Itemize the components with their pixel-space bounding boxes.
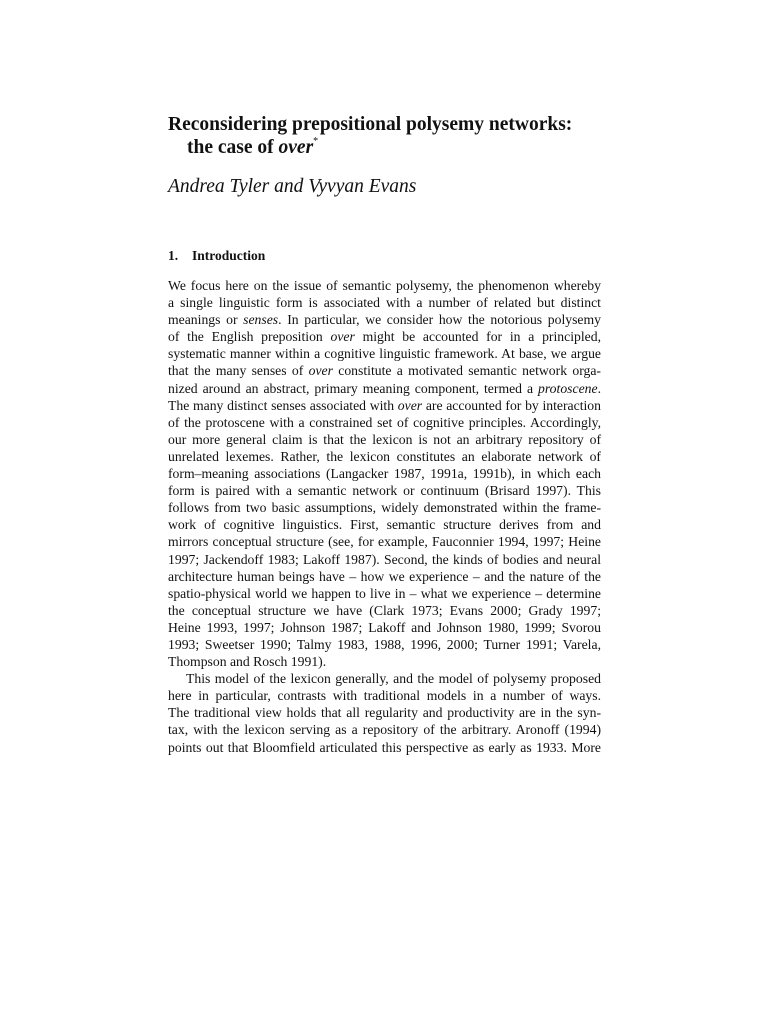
text-line: the conceptual structure we have (Clark 1973; Evans 2000; Grady 1997;	[168, 602, 601, 618]
emphasis: over	[330, 329, 355, 345]
text-line: tax, with the lexicon serving as a repository of the arbitrary. Aronoff (1994)	[168, 722, 601, 738]
text-line: our more general claim is that the lexicon is not an arbitrary repository of	[168, 431, 601, 447]
section-heading	[168, 247, 265, 265]
paragraph-2	[168, 670, 601, 755]
text-line: nized around an abstract, primary meaning component, termed a protoscene.	[168, 380, 601, 396]
text-line: The many distinct senses associated with over are accounted for by interaction	[168, 397, 601, 413]
text-line: of the protoscene with a constrained set of cognitive principles. Accordingly,	[168, 414, 601, 430]
text-line: here in particular, contrasts with traditional models in a number of ways.	[168, 688, 601, 704]
text-line: follows from two basic assumptions, widely demonstrated within the frame-	[168, 500, 601, 516]
text-line: spatio-physical world we happen to live in – what we experience – determine	[168, 585, 601, 601]
text-line: systematic manner within a cognitive linguistic framework. At base, we argue	[168, 346, 601, 362]
article-title	[168, 113, 608, 159]
text-line: The traditional view holds that all regularity and productivity are in the syn-	[168, 705, 601, 721]
text-line: Heine 1993, 1997; Johnson 1987; Lakoff and Johnson 1980, 1999; Svorou	[168, 619, 601, 635]
text-line: unrelated lexemes. Rather, the lexicon constitutes an elaborate network of	[168, 448, 601, 464]
text-line: of the English preposition over might be accounted for in a principled,	[168, 329, 601, 345]
text-line: mirrors conceptual structure (see, for example, Fauconnier 1994, 1997; Heine	[168, 534, 601, 550]
paragraph-1	[168, 277, 601, 670]
emphasis: over	[397, 397, 423, 413]
text-line: architecture human beings have – how we experience – and the nature of the	[168, 568, 601, 584]
section-number: 1.	[168, 248, 179, 263]
text-line: points out that Bloomfield articulated this perspective as early as 1933. More	[168, 739, 601, 755]
text-line: Thompson and Rosch 1991).	[168, 654, 327, 670]
text-line: that the many senses of over constitute a motivated semantic network orga-	[168, 363, 601, 379]
title-line-2-prefix: the case of	[187, 137, 279, 158]
title-italic-word: over	[278, 137, 314, 158]
text-line: form is paired with a semantic network or continuum (Brisard 1997). This	[168, 483, 601, 499]
text-line: 1997; Jackendoff 1983; Lakoff 1987). Second, the kinds of bodies and neural	[168, 551, 601, 567]
section-title: Introduction	[192, 248, 266, 263]
title-footnote-mark[interactable]: *	[313, 136, 319, 147]
emphasis: protoscene	[538, 380, 598, 396]
title-line-1: Reconsidering prepositional polysemy networks:	[168, 114, 573, 135]
text-line: meanings or senses. In particular, we consider how the notorious polysemy	[168, 312, 601, 328]
text-line: a single linguistic form is associated with a number of related but distinct	[168, 295, 601, 311]
body-text	[168, 277, 601, 756]
text-line: 1993; Sweetser 1990; Talmy 1983, 1988, 1996, 2000; Turner 1991; Varela,	[168, 636, 601, 652]
text-line: We focus here on the issue of semantic polysemy, the phenomenon whereby	[168, 278, 601, 293]
title-line-2	[168, 136, 608, 159]
emphasis: senses	[243, 312, 279, 328]
text-line: work of cognitive linguistics. First, semantic structure derives from and	[168, 517, 601, 533]
emphasis: over	[308, 363, 333, 379]
article-authors: Andrea Tyler and Vyvyan Evans	[168, 176, 417, 197]
text-line: form–meaning associations (Langacker 1987, 1991a, 1991b), in which each	[168, 466, 601, 482]
text-line: This model of the lexicon generally, and the model of polysemy proposed	[186, 671, 601, 687]
